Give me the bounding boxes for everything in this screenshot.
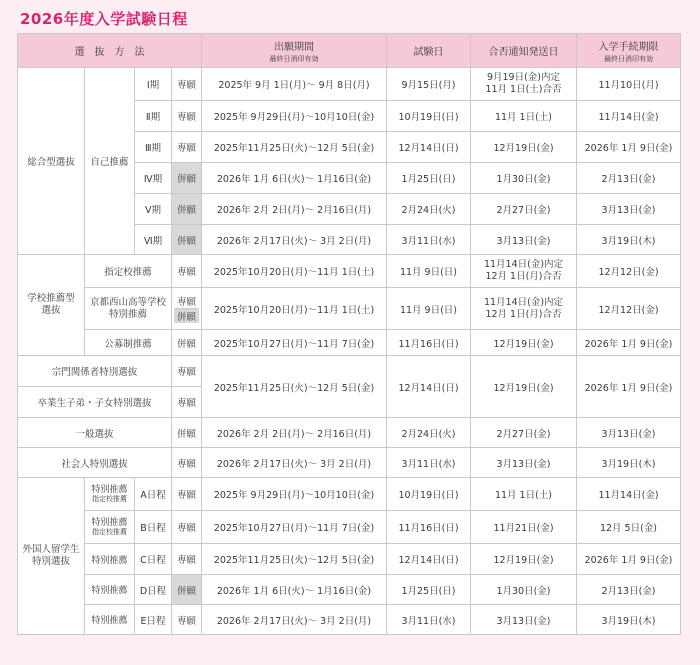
- proc-cell: 3月13日(金): [577, 194, 681, 225]
- table-row: [18, 605, 681, 635]
- period-cell: 2026年 2月17日(火)～ 3月 2日(月): [202, 225, 387, 255]
- exam-cell: 11月 9日(日): [387, 255, 471, 288]
- notice-cell: 11月 1日(土): [471, 101, 577, 132]
- exam-cell: 12月14日(日): [387, 356, 471, 418]
- proc-cell: 11月14日(金): [577, 101, 681, 132]
- proc-cell: 2026年 1月 9日(金): [577, 132, 681, 163]
- type-cell: 専願: [172, 605, 202, 635]
- notice-cell: 9月19日(金)内定 11月 1日(土)合否: [471, 68, 577, 101]
- type-cell: 専願: [172, 101, 202, 132]
- method-cell: 特別推薦: [85, 544, 135, 575]
- proc-cell: 3月19日(木): [577, 605, 681, 635]
- period-cell: 2025年10月27日(月)～11月 7日(金): [202, 330, 387, 356]
- method-cell: 一般選抜: [18, 418, 172, 448]
- type-cell: 専願: [172, 68, 202, 101]
- table-row: [18, 544, 681, 575]
- method-cell: 指定校推薦: [85, 255, 172, 288]
- period-cell: 2026年 2月 2日(月)～ 2月16日(月): [202, 194, 387, 225]
- schedule-cell: D日程: [135, 575, 172, 605]
- table-row: [18, 255, 681, 288]
- period-cell: 2025年 9月 1日(月)～ 9月 8日(月): [202, 68, 387, 101]
- method-cell: 特別推薦 指定校推薦: [85, 478, 135, 511]
- notice-cell: 1月30日(金): [471, 163, 577, 194]
- term-cell: Ⅴ期: [135, 194, 172, 225]
- schedule-cell: B日程: [135, 511, 172, 544]
- exam-cell: 3月11日(水): [387, 448, 471, 478]
- method-cell: 社会人特別選抜: [18, 448, 172, 478]
- header-method: 選 抜 方 法: [18, 34, 202, 68]
- group-label: 外国人留学生 特別選抜: [18, 478, 85, 635]
- term-cell: Ⅳ期: [135, 163, 172, 194]
- type-cell: 併願: [172, 575, 202, 605]
- period-cell: 2025年 9月29日(月)～10月10日(金): [202, 478, 387, 511]
- subgroup-label: 自己推薦: [85, 68, 135, 255]
- notice-cell: 3月13日(金): [471, 448, 577, 478]
- proc-cell: 2026年 1月 9日(金): [577, 356, 681, 418]
- exam-cell: 10月19日(日): [387, 101, 471, 132]
- type-cell: 併願: [172, 163, 202, 194]
- method-cell: 特別推薦: [85, 575, 135, 605]
- header-notice: 合否通知発送日: [471, 34, 577, 68]
- exam-cell: 3月11日(水): [387, 605, 471, 635]
- proc-cell: 2026年 1月 9日(金): [577, 544, 681, 575]
- period-cell: 2025年11月25日(火)～12月 5日(金): [202, 356, 387, 418]
- notice-cell: 11月14日(金)内定 12月 1日(月)合否: [471, 288, 577, 330]
- table-row: [18, 448, 681, 478]
- exam-cell: 9月15日(月): [387, 68, 471, 101]
- table-row: [18, 575, 681, 605]
- header-exam: 試験日: [387, 34, 471, 68]
- header-row: [18, 34, 681, 68]
- proc-cell: 2月13日(金): [577, 163, 681, 194]
- exam-cell: 2月24日(火): [387, 418, 471, 448]
- proc-cell: 12月12日(金): [577, 255, 681, 288]
- proc-cell: 11月14日(金): [577, 478, 681, 511]
- exam-cell: 12月14日(日): [387, 544, 471, 575]
- type-cell: 専願: [172, 255, 202, 288]
- proc-cell: 12月 5日(金): [577, 511, 681, 544]
- table-row: [18, 478, 681, 511]
- method-cell: 京都西山高等学校 特別推薦: [85, 288, 172, 330]
- method-cell: 宗門関係者特別選抜: [18, 356, 172, 387]
- table-row: [18, 511, 681, 544]
- period-cell: 2026年 1月 6日(火)～ 1月16日(金): [202, 575, 387, 605]
- notice-cell: 12月19日(金): [471, 132, 577, 163]
- period-cell: 2025年10月27日(月)～11月 7日(金): [202, 511, 387, 544]
- proc-cell: 2月13日(金): [577, 575, 681, 605]
- table-row: [18, 418, 681, 448]
- schedule-cell: A日程: [135, 478, 172, 511]
- exam-cell: 11月 9日(日): [387, 288, 471, 330]
- header-proc: 入学手続期限 最終日消印有効: [577, 34, 681, 68]
- schedule-cell: C日程: [135, 544, 172, 575]
- table-row: [18, 288, 681, 330]
- method-cell: 卒業生子弟・子女特別選抜: [18, 387, 172, 418]
- exam-cell: 11月16日(日): [387, 330, 471, 356]
- proc-cell: 2026年 1月 9日(金): [577, 330, 681, 356]
- notice-cell: 12月19日(金): [471, 356, 577, 418]
- group-label: 学校推薦型 選抜: [18, 255, 85, 356]
- proc-cell: 12月12日(金): [577, 288, 681, 330]
- notice-cell: 11月 1日(土): [471, 478, 577, 511]
- period-cell: 2026年 1月 6日(火)～ 1月16日(金): [202, 163, 387, 194]
- type-cell: 専願: [172, 544, 202, 575]
- notice-cell: 2月27日(金): [471, 194, 577, 225]
- table-row: [18, 356, 681, 387]
- group-label: 総合型選抜: [18, 68, 85, 255]
- exam-cell: 2月24日(火): [387, 194, 471, 225]
- proc-cell: 3月13日(金): [577, 418, 681, 448]
- term-cell: Ⅱ期: [135, 101, 172, 132]
- period-cell: 2025年 9月29日(月)～10月10日(金): [202, 101, 387, 132]
- notice-cell: 12月19日(金): [471, 544, 577, 575]
- notice-cell: 3月13日(金): [471, 605, 577, 635]
- schedule-cell: E日程: [135, 605, 172, 635]
- type-cell: 専願: [172, 356, 202, 387]
- proc-cell: 3月19日(木): [577, 225, 681, 255]
- period-cell: 2025年10月20日(月)～11月 1日(土): [202, 288, 387, 330]
- exam-cell: 1月25日(日): [387, 575, 471, 605]
- exam-cell: 12月14日(日): [387, 132, 471, 163]
- type-cell: 専願: [172, 511, 202, 544]
- type-cell: 併願: [172, 418, 202, 448]
- period-cell: 2026年 2月 2日(月)～ 2月16日(月): [202, 418, 387, 448]
- table-row: [18, 330, 681, 356]
- admission-schedule-table: [17, 33, 681, 635]
- type-cell: 専願: [172, 478, 202, 511]
- type-cell: 併願: [172, 330, 202, 356]
- exam-cell: 10月19日(日): [387, 478, 471, 511]
- exam-cell: 3月11日(水): [387, 225, 471, 255]
- type-cell: 併願: [172, 194, 202, 225]
- page-title: 2026年度入学試験日程: [20, 10, 188, 28]
- exam-cell: 11月16日(日): [387, 511, 471, 544]
- period-cell: 2026年 2月17日(火)～ 3月 2日(月): [202, 448, 387, 478]
- period-cell: 2026年 2月17日(火)～ 3月 2日(月): [202, 605, 387, 635]
- method-cell: 特別推薦: [85, 605, 135, 635]
- table-row: [18, 68, 681, 101]
- notice-cell: 2月27日(金): [471, 418, 577, 448]
- proc-cell: 11月10日(月): [577, 68, 681, 101]
- term-cell: Ⅰ期: [135, 68, 172, 101]
- type-cell: 専願: [172, 448, 202, 478]
- notice-cell: 12月19日(金): [471, 330, 577, 356]
- proc-cell: 3月19日(木): [577, 448, 681, 478]
- type-cell: 専願 併願: [172, 288, 202, 330]
- period-cell: 2025年10月20日(月)～11月 1日(土): [202, 255, 387, 288]
- term-cell: Ⅲ期: [135, 132, 172, 163]
- term-cell: Ⅵ期: [135, 225, 172, 255]
- type-cell: 専願: [172, 132, 202, 163]
- notice-cell: 11月14日(金)内定 12月 1日(月)合否: [471, 255, 577, 288]
- period-cell: 2025年11月25日(火)～12月 5日(金): [202, 544, 387, 575]
- period-cell: 2025年11月25日(火)～12月 5日(金): [202, 132, 387, 163]
- method-cell: 特別推薦 指定校推薦: [85, 511, 135, 544]
- notice-cell: 1月30日(金): [471, 575, 577, 605]
- notice-cell: 11月21日(金): [471, 511, 577, 544]
- method-cell: 公募制推薦: [85, 330, 172, 356]
- exam-cell: 1月25日(日): [387, 163, 471, 194]
- header-period: 出願期間 最終日消印有効: [202, 34, 387, 68]
- type-cell: 併願: [172, 225, 202, 255]
- type-cell: 専願: [172, 387, 202, 418]
- notice-cell: 3月13日(金): [471, 225, 577, 255]
